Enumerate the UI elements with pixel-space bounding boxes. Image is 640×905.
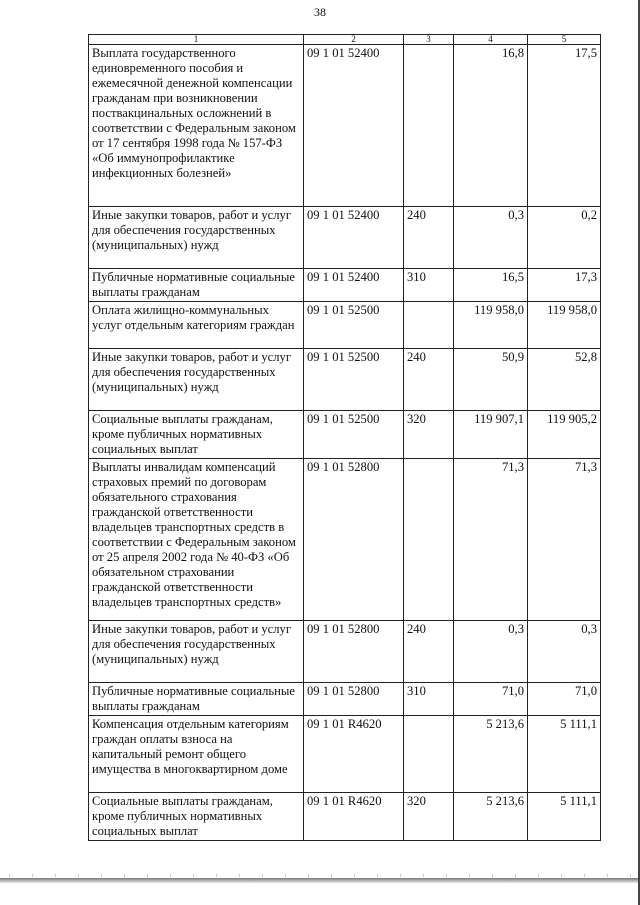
- row-expense-type: [404, 716, 454, 793]
- column-number: 2: [304, 35, 404, 45]
- row-value-2: 17,3: [528, 269, 601, 302]
- column-number: 5: [528, 35, 601, 45]
- row-code: 09 1 01 R4620: [304, 793, 404, 841]
- table-row: [89, 349, 601, 411]
- row-code: 09 1 01 52500: [304, 349, 404, 411]
- table-row: [89, 411, 601, 459]
- row-expense-type: 240: [404, 349, 454, 411]
- row-name: Оплата жилищно-коммунальных услуг отдельным категориям граждан: [89, 302, 304, 349]
- row-expense-type: 240: [404, 207, 454, 269]
- table-row: [89, 683, 601, 716]
- column-number: 1: [89, 35, 304, 45]
- row-name: Компенсация отдельным категориям граждан оплаты взноса на капитальный ремонт общего имущества в многоквартирном доме: [89, 716, 304, 793]
- row-name: Социальные выплаты гражданам, кроме публичных нормативных социальных выплат: [89, 411, 304, 459]
- page-number: 38: [314, 5, 326, 19]
- row-expense-type: 310: [404, 683, 454, 716]
- row-value-2: 119 958,0: [528, 302, 601, 349]
- row-name: Иные закупки товаров, работ и услуг для обеспечения государственных (муниципальных) нужд: [89, 621, 304, 683]
- table-row: [89, 793, 601, 841]
- row-value-2: 5 111,1: [528, 793, 601, 841]
- row-value-2: 52,8: [528, 349, 601, 411]
- row-expense-type: 310: [404, 269, 454, 302]
- row-value-2: 5 111,1: [528, 716, 601, 793]
- row-expense-type: 320: [404, 793, 454, 841]
- row-value-1: 16,5: [454, 269, 528, 302]
- row-value-1: 5 213,6: [454, 793, 528, 841]
- row-code: 09 1 01 52400: [304, 207, 404, 269]
- scan-edge-band: [0, 878, 640, 883]
- row-code: 09 1 01 52800: [304, 621, 404, 683]
- row-value-1: 5 213,6: [454, 716, 528, 793]
- row-value-2: 0,3: [528, 621, 601, 683]
- row-name: Публичные нормативные социальные выплаты гражданам: [89, 683, 304, 716]
- row-value-1: 71,3: [454, 459, 528, 621]
- budget-table: [88, 34, 601, 841]
- row-expense-type: 240: [404, 621, 454, 683]
- row-expense-type: [404, 459, 454, 621]
- row-code: 09 1 01 R4620: [304, 716, 404, 793]
- row-code: 09 1 01 52500: [304, 411, 404, 459]
- table-row: [89, 459, 601, 621]
- row-name: Социальные выплаты гражданам, кроме публичных нормативных социальных выплат: [89, 793, 304, 841]
- row-code: 09 1 01 52500: [304, 302, 404, 349]
- row-value-2: 119 905,2: [528, 411, 601, 459]
- row-expense-type: [404, 45, 454, 207]
- row-value-1: 119 907,1: [454, 411, 528, 459]
- row-code: 09 1 01 52800: [304, 459, 404, 621]
- row-name: Выплаты инвалидам компенсаций страховых премий по договорам обязательного страхования гражданской ответственности владельцев транспортных средств в соответствии с Федеральным законом от 25 апреля 2002 года № 40-ФЗ «Об обязательном страховании гражданской ответственности владельцев транспортных средств»: [89, 459, 304, 621]
- scan-noise: [0, 874, 640, 877]
- row-value-2: 71,0: [528, 683, 601, 716]
- column-number-row: [89, 35, 601, 45]
- table-row: [89, 207, 601, 269]
- row-name: Иные закупки товаров, работ и услуг для обеспечения государственных (муниципальных) нужд: [89, 349, 304, 411]
- row-value-1: 16,8: [454, 45, 528, 207]
- row-value-1: 0,3: [454, 207, 528, 269]
- row-expense-type: [404, 302, 454, 349]
- column-number: 4: [454, 35, 528, 45]
- row-value-1: 71,0: [454, 683, 528, 716]
- table-row: [89, 621, 601, 683]
- row-name: Публичные нормативные социальные выплаты гражданам: [89, 269, 304, 302]
- row-code: 09 1 01 52800: [304, 683, 404, 716]
- table-row: [89, 269, 601, 302]
- row-value-2: 0,2: [528, 207, 601, 269]
- row-value-1: 50,9: [454, 349, 528, 411]
- table-row: [89, 45, 601, 207]
- row-code: 09 1 01 52400: [304, 269, 404, 302]
- row-value-1: 119 958,0: [454, 302, 528, 349]
- column-number: 3: [404, 35, 454, 45]
- row-value-2: 17,5: [528, 45, 601, 207]
- table-row: [89, 302, 601, 349]
- row-value-1: 0,3: [454, 621, 528, 683]
- row-name: Иные закупки товаров, работ и услуг для обеспечения государственных (муниципальных) нужд: [89, 207, 304, 269]
- row-expense-type: 320: [404, 411, 454, 459]
- row-value-2: 71,3: [528, 459, 601, 621]
- row-code: 09 1 01 52400: [304, 45, 404, 207]
- table-row: [89, 716, 601, 793]
- row-name: Выплата государственного единовременного пособия и ежемесячной денежной компенсации гражданам при возникновении поствакцинальных осложнений в соответствии с Федеральным законом от 17 сентября 1998 года № 157-ФЗ «Об иммунопрофилактике инфекционных болезней»: [89, 45, 304, 207]
